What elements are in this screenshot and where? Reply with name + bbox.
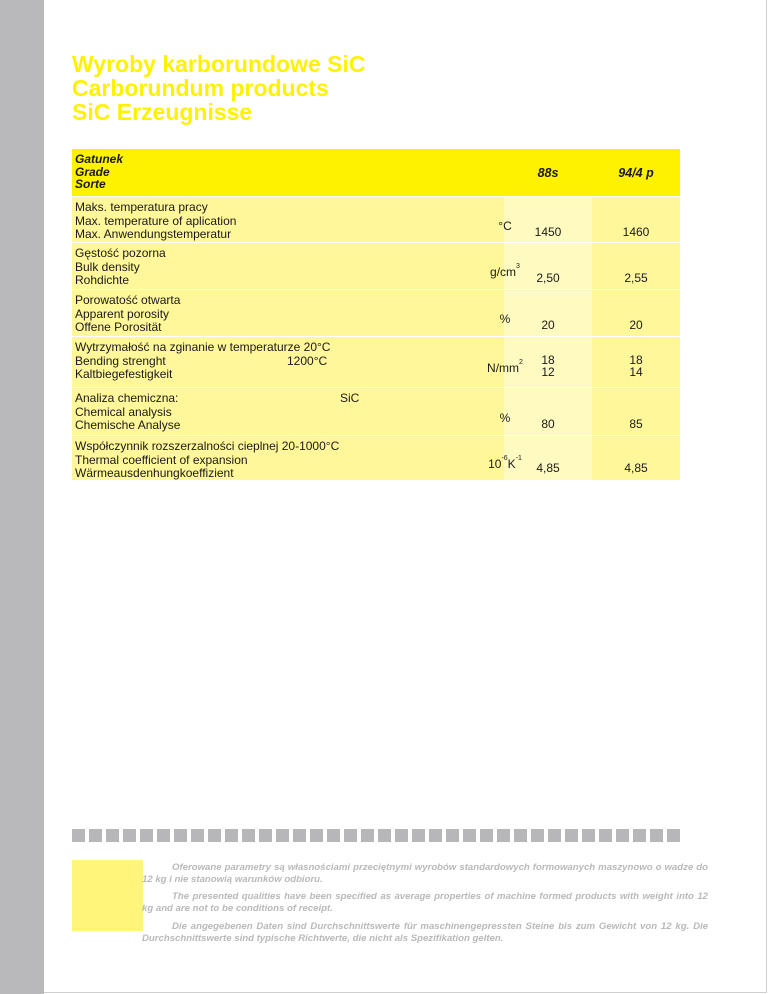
row-label-en: Chemical analysis — [75, 404, 172, 419]
decorative-square — [531, 829, 544, 842]
table-row — [72, 337, 680, 387]
decorative-square — [361, 829, 374, 842]
row-label-sic: SiC — [340, 391, 360, 405]
decorative-square — [616, 829, 629, 842]
row-label-pl-line — [75, 391, 360, 406]
row-label-de: Offene Porosität — [75, 320, 162, 334]
row-label-en: Bending strenght — [75, 353, 166, 368]
table-row — [72, 197, 680, 242]
row-label-pl: Współczynnik rozszerzalności cieplnej 20-1000°C — [75, 439, 340, 453]
left-side-bar — [0, 0, 44, 994]
row-label-en: Thermal coefficient of expansion — [75, 452, 248, 467]
note-german: Die angegebenen Daten sind Durchschnittswerte für maschinengepressten Steine bis zum Gewicht von 12 kg. Die Durchschnittswerte sind typische Richtwerte, die nicht als Spezifikation gelten. — [142, 921, 708, 944]
unit-base: g/cm — [490, 265, 517, 279]
value-88s: 4,85 — [536, 461, 560, 475]
decorative-square — [123, 829, 136, 842]
table-row — [72, 436, 680, 480]
value-94-4p: 20 — [629, 318, 643, 332]
decorative-square — [191, 829, 204, 842]
header-label-en: Grade — [75, 164, 110, 179]
decorative-square — [395, 829, 408, 842]
header-grade-88s: 88s — [537, 165, 559, 180]
unit-base: 10 — [488, 457, 502, 471]
table-header-row — [72, 149, 680, 196]
value-88s: 1450 — [534, 224, 562, 239]
decorative-square — [378, 829, 391, 842]
decorative-square — [463, 829, 476, 842]
decorative-square — [514, 829, 527, 842]
value-94-4p — [592, 337, 680, 387]
unit-sup: 3 — [516, 263, 520, 270]
decorative-square — [633, 829, 646, 842]
row-label-de: Chemische Analyse — [75, 418, 181, 432]
decorative-square — [276, 829, 289, 842]
table-row — [72, 388, 680, 435]
unit-text: % — [499, 410, 511, 425]
decorative-square — [157, 829, 170, 842]
unit-base: N/mm — [487, 361, 520, 375]
header-grade-94-4p: 94/4 p — [618, 165, 654, 180]
unit-base-k: K — [507, 457, 516, 471]
title-english: Carborundum products — [72, 75, 329, 101]
title-german: SiC Erzeugnisse — [72, 99, 253, 125]
decorative-square — [582, 829, 595, 842]
decorative-square — [565, 829, 578, 842]
value-88s: 80 — [541, 416, 555, 431]
decorative-square — [497, 829, 510, 842]
row-label-de: Max. Anwendungstemperatur — [75, 227, 232, 241]
row-label-en-temperature: 1200°C — [287, 353, 328, 368]
decorative-square — [650, 829, 663, 842]
row-label-pl: Wytrzymałość na zginanie w temperaturze 20°C — [75, 340, 331, 354]
row-label-en-line — [75, 353, 328, 369]
title-polish: Wyroby karborundowe SiC — [72, 51, 366, 77]
unit-sup: 2 — [519, 359, 523, 366]
decorative-square — [667, 829, 680, 842]
decorative-square — [208, 829, 221, 842]
value-88s: 2,50 — [536, 271, 560, 285]
decorative-square — [548, 829, 561, 842]
value-88s: 20 — [541, 318, 555, 332]
decorative-square — [89, 829, 102, 842]
decorative-square — [242, 829, 255, 842]
decorative-yellow-block — [72, 860, 143, 931]
decorative-square — [446, 829, 459, 842]
row-label-de: Rohdichte — [75, 273, 130, 287]
note-english: The presented qualities have been specified as average properties of machine formed products with weight into 12 kg and are not to be conditions of receipt. — [142, 891, 708, 914]
row-label-en: Apparent porosity — [75, 306, 170, 321]
decorative-square — [412, 829, 425, 842]
value-94-4p-1200c: 14 — [629, 365, 643, 379]
decorative-square — [293, 829, 306, 842]
decorative-square — [344, 829, 357, 842]
header-label-de: Sorte — [75, 177, 106, 191]
decorative-square — [599, 829, 612, 842]
value-94-4p: 85 — [629, 416, 643, 431]
note-polish: Oferowane parametry są własnościami przeciętnymi wyrobów standardowych formowanych maszynowo o wadze do 12 kg i nie stanowią warunków odbioru. — [142, 862, 708, 885]
value-94-4p: 2,55 — [624, 271, 648, 285]
header-label — [72, 149, 504, 196]
unit-text: °C — [498, 218, 512, 233]
decorative-square — [140, 829, 153, 842]
page-title — [72, 52, 366, 124]
value-88s-20c: 18 — [541, 353, 555, 367]
decorative-square — [429, 829, 442, 842]
decorative-square — [225, 829, 238, 842]
decorative-square — [72, 829, 85, 842]
row-label-de: Wärmeausdenhungkoeffizient — [75, 466, 234, 480]
table-row — [72, 290, 680, 336]
row-label-en: Bulk density — [75, 259, 140, 274]
row-label-pl: Maks. temperatura pracy — [75, 200, 208, 214]
decorative-square — [259, 829, 272, 842]
unit-text: % — [499, 312, 511, 326]
unit-sup-k: -1 — [515, 455, 522, 462]
decorative-square — [310, 829, 323, 842]
decorative-square — [174, 829, 187, 842]
row-label-de: Kaltbiegefestigkeit — [75, 367, 173, 381]
row-label-pl: Gęstość pozorna — [75, 246, 166, 260]
row-label-en: Max. temperature of aplication — [75, 213, 237, 228]
value-94-4p: 4,85 — [624, 461, 648, 475]
decorative-square-strip — [72, 829, 680, 842]
row-label-pl: Analiza chemiczna: — [75, 391, 179, 405]
decorative-square — [327, 829, 340, 842]
value-88s-1200c: 12 — [541, 365, 555, 379]
value-94-4p: 1460 — [622, 224, 650, 239]
row-label-pl: Porowatość otwarta — [75, 293, 181, 307]
table-row — [72, 243, 680, 289]
unit-sup: -6 — [501, 455, 508, 462]
header-label-pl: Gatunek — [75, 152, 124, 166]
value-94-4p-20c: 18 — [629, 353, 643, 367]
decorative-square — [480, 829, 493, 842]
value-88s — [504, 337, 592, 387]
decorative-square — [106, 829, 119, 842]
